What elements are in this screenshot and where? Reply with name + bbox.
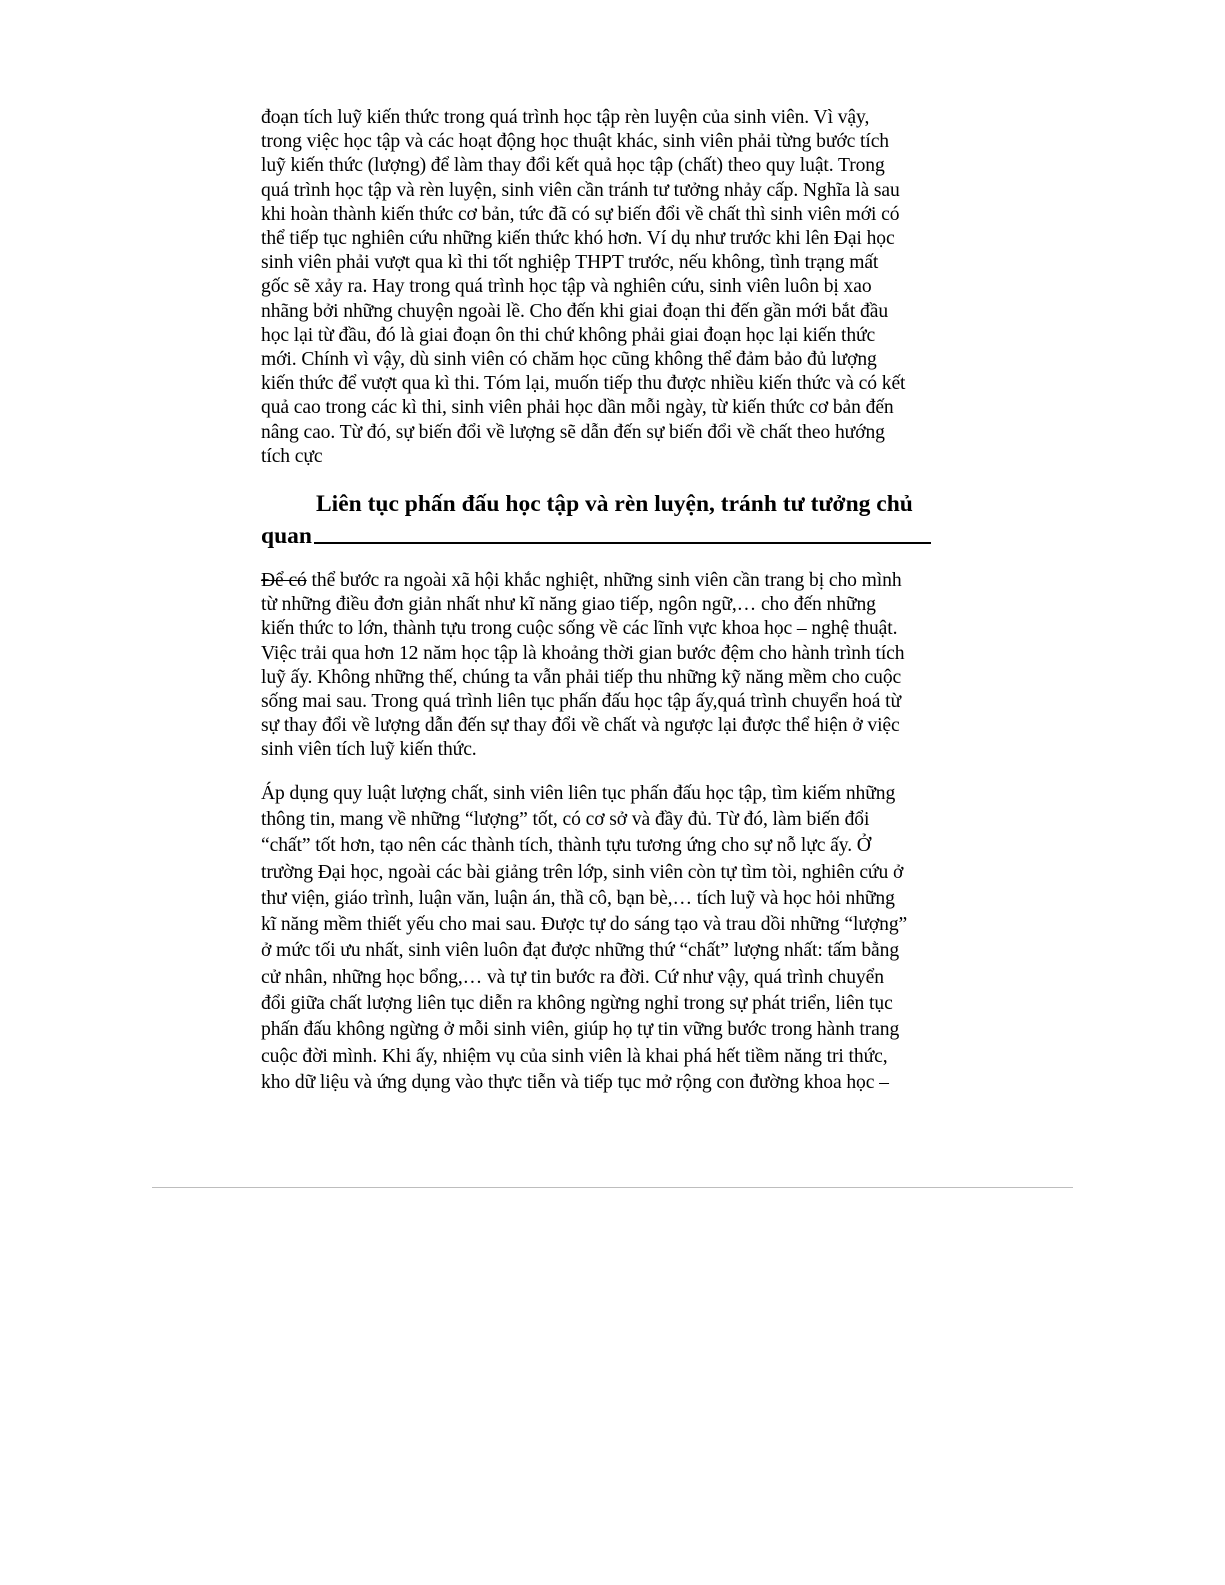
section-heading-line-2-wrap (261, 520, 961, 552)
section-heading (261, 488, 961, 552)
paragraph-preparation-text: thể bước ra ngoài xã hội khắc nghiệt, những sinh viên cần trang bị cho mình từ những điều đơn giản nhất như kĩ năng giao tiếp, ngôn ngữ,… cho đến những kiến thức to lớn, thành tựu trong cuộc sống về các lĩnh vực khoa học – nghệ thuật. Việc trải qua hơn 12 năm học tập là khoảng thời gian bước đệm cho hành trình tích luỹ ấy. Không những thế, chúng ta vẫn phải tiếp thu những kỹ năng mềm cho cuộc sống mai sau. Trong quá trình liên tục phấn đấu học tập ấy,quá trình chuyển hoá từ sự thay đổi về lượng dẫn đến sự thay đổi về chất và ngược lại được thể hiện ở việc sinh viên tích luỹ kiến thức. (261, 570, 905, 761)
document-body (261, 106, 961, 1096)
paragraph-accumulation: đoạn tích luỹ kiến thức trong quá trình học tập rèn luyện của sinh viên. Vì vậy, trong việc học tập và các hoạt động học thuật khác, sinh viên phải từng bước tích luỹ kiến thức (lượng) để làm thay đổi kết quả học tập (chất) theo quy luật. Trong quá trình học tập và rèn luyện, sinh viên cần tránh tư tưởng nhảy cấp. Nghĩa là sau khi hoàn thành kiến thức cơ bản, tức đã có sự biến đổi về chất thì sinh viên mới có thể tiếp tục nghiên cứu những kiến thức khó hơn. Ví dụ như trước khi lên Đại học sinh viên phải vượt qua kì thi tốt nghiệp THPT trước, nếu không, tình trạng mất gốc sẽ xảy ra. Hay trong quá trình học tập và nghiên cứu, sinh viên luôn bị xao nhãng bởi những chuyện ngoài lề. Cho đến khi giai đoạn thi đến gần mới bắt đầu học lại từ đầu, đó là giai đoạn ôn thi chứ không phải giai đoạn học lại kiến thức mới. Chính vì vậy, dù sinh viên có chăm học cũng không thể đảm bảo đủ lượng kiến thức để vượt qua kì thi. Tóm lại, muốn tiếp thu được nhiều kiến thức và có kết quả cao trong các kì thi, sinh viên phải học dần mỗi ngày, từ kiến thức cơ bản đến nâng cao. Từ đó, sự biến đổi về lượng sẽ dẫn đến sự biến đổi về chất theo hướng tích cực (261, 107, 906, 467)
heading-underline-rule (314, 542, 931, 544)
page-divider (152, 1187, 1073, 1188)
paragraph-preparation (261, 569, 961, 763)
section-heading-line-2: quan (261, 523, 312, 550)
section-heading-line-1: Liên tục phấn đấu học tập và rèn luyện, tránh tư tưởng chủ (316, 491, 913, 518)
paragraph-application: Áp dụng quy luật lượng chất, sinh viên liên tục phấn đấu học tập, tìm kiếm những thông tin, mang về những “lượng” tốt, có cơ sở và đầy đủ. Từ đó, làm biến đổi “chất” tốt hơn, tạo nên các thành tích, thành tựu tương ứng cho sự nỗ lực ấy. Ở trường Đại học, ngoài các bài giảng trên lớp, sinh viên còn tự tìm tòi, nghiên cứu ở thư viện, giáo trình, luận văn, luận án, thầ cô, bạn bè,… tích luỹ và học hỏi những kĩ năng mềm thiết yếu cho mai sau. Được tự do sáng tạo và trau dồi những “lượng” ở mức tối ưu nhất, sinh viên luôn đạt được những thứ “chất” lượng nhất: tấm bằng cử nhân, những học bổng,… và tự tin bước ra đời. Cứ như vậy, quá trình chuyển đổi giữa chất lượng liên tục diễn ra không ngừng nghỉ trong sự phát triển, liên tục phấn đấu không ngừng ở mỗi sinh viên, giúp họ tự tin vững bước trong hành trang cuộc đời mình. Khi ấy, nhiệm vụ của sinh viên là khai phá hết tiềm năng tri thức, kho dữ liệu và ứng dụng vào thực tiễn và tiếp tục mở rộng con đường khoa học – (261, 782, 908, 1093)
struck-text: Để có (261, 570, 307, 592)
